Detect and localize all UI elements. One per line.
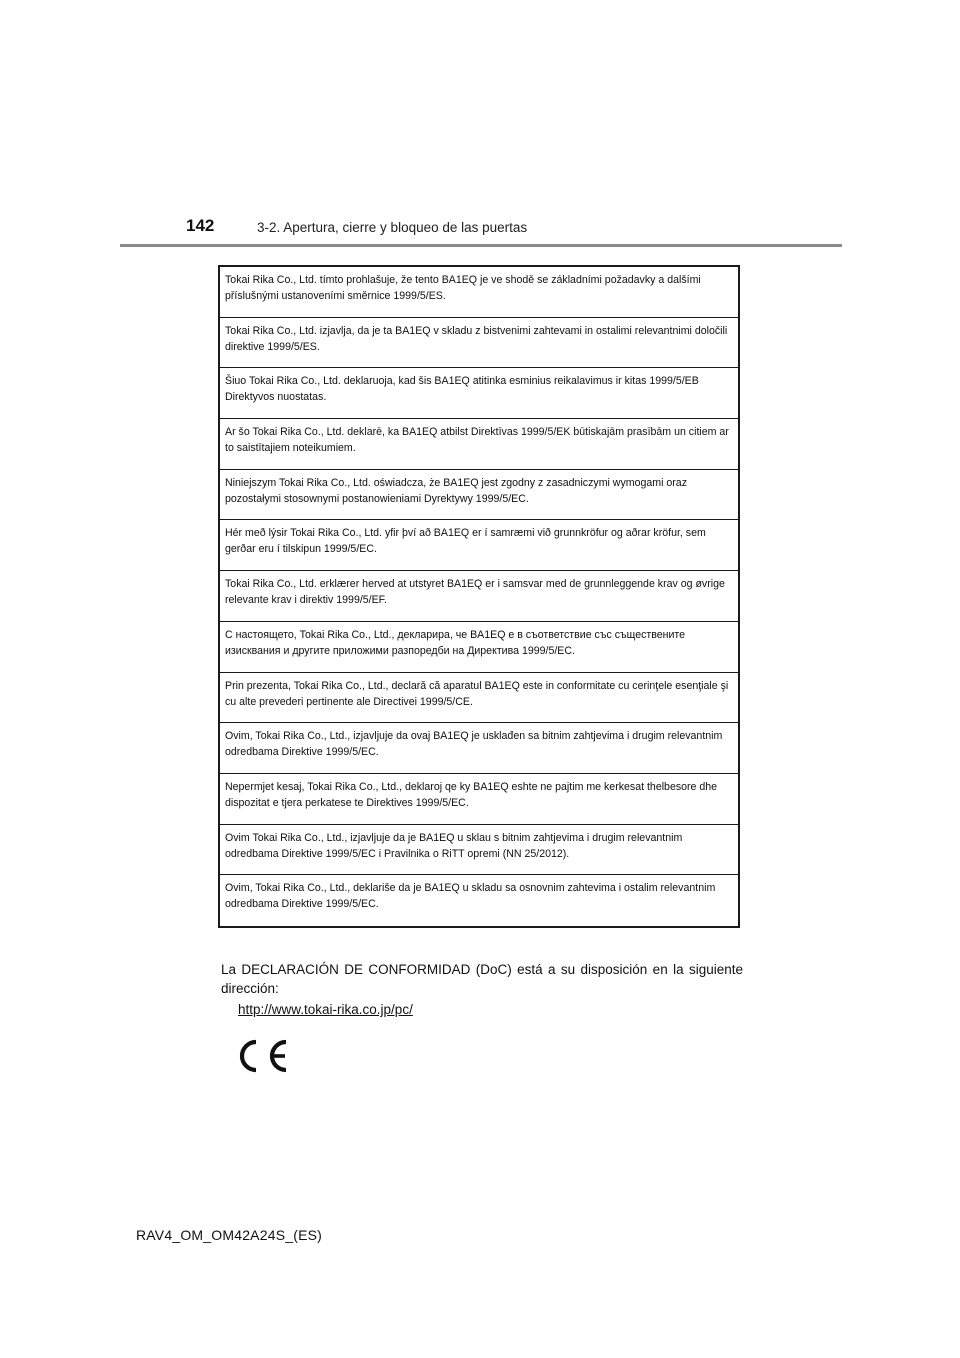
declaration-row-polish: Niniejszym Tokai Rika Co., Ltd. oświadcza, że BA1EQ jest zgodny z zasadniczymi wymogami oraz pozostałymi stosownymi postanowieniami Dyrektywy 1999/5/EC. <box>220 470 738 521</box>
declaration-row-croatian: Ovim Tokai Rika Co., Ltd., izjavljuje da je BA1EQ u sklau s bitnim zahtjevima i drugim relevantnim odredbama Direktive 1999/5/EC i Pravilnika o RiTT opremi (NN 25/2012). <box>220 825 738 876</box>
declaration-row-norwegian: Tokai Rika Co., Ltd. erklærer herved at utstyret BA1EQ er i samsvar med de grunnleggende krav og øvrige relevante krav i direktiv 1999/5/EF. <box>220 571 738 622</box>
declaration-row-slovenian: Tokai Rika Co., Ltd. izjavlja, da je ta BA1EQ v skladu z bistvenimi zahtevami in ostalimi relevantnimi določili direktive 1999/5/ES. <box>220 318 738 369</box>
header-divider <box>120 244 842 247</box>
section-title: 3-2. Apertura, cierre y bloqueo de las puertas <box>257 220 528 235</box>
doc-availability-note: La DECLARACIÓN DE CONFORMIDAD (DoC) está a su disposición en la siguiente dirección: <box>221 962 743 996</box>
declaration-row-icelandic: Hér með lýsir Tokai Rika Co., Ltd. yfir því að BA1EQ er í samræmi við grunnkröfur og aðrar kröfur, sem gerðar eru í tilskipun 1999/5/EC. <box>220 520 738 571</box>
declaration-row-latvian: Ar šo Tokai Rika Co., Ltd. deklarē, ka BA1EQ atbilst Direktīvas 1999/5/EK būtiskajām prasībām un citiem ar to saistītajiem noteikumiem. <box>220 419 738 470</box>
manual-code: RAV4_OM_OM42A24S_(ES) <box>136 1227 323 1243</box>
page-header <box>0 216 960 246</box>
declaration-row-lithuanian: Šiuo Tokai Rika Co., Ltd. deklaruoja, kad šis BA1EQ atitinka esminius reikalavimus ir kitas 1999/5/EB Direktyvos nuostatas. <box>220 368 738 419</box>
ce-mark-icon <box>236 1036 292 1076</box>
page-number: 142 <box>186 216 215 235</box>
declaration-row-bosnian: Ovim, Tokai Rika Co., Ltd., izjavljuje da ovaj BA1EQ je usklađen sa bitnim zahtjevima i drugim relevantnim odredbama Direktive 1999/5/EC. <box>220 723 738 774</box>
declaration-row-romanian: Prin prezenta, Tokai Rika Co., Ltd., declară că aparatul BA1EQ este in conformitate cu cerinţele esenţiale şi cu alte prevederi pertinente ale Directivei 1999/5/CE. <box>220 673 738 724</box>
declaration-row-czech: Tokai Rika Co., Ltd. tímto prohlašuje, že tento BA1EQ je ve shodě se základními požadavky a dalšími příslušnými ustanoveními směrnice 1999/5/ES. <box>220 267 738 318</box>
doc-url-link[interactable]: http://www.tokai-rika.co.jp/pc/ <box>238 1002 413 1017</box>
declaration-table <box>218 265 740 928</box>
declaration-row-serbian: Ovim, Tokai Rika Co., Ltd., deklariše da je BA1EQ u skladu sa osnovnim zahtevima i ostalim relevantnim odredbama Direktive 1999/5/EC. <box>225 882 716 911</box>
declaration-row-bulgarian: С настоящето, Tokai Rika Co., Ltd., декларира, че BA1EQ е в съответствие със съществените изисквания и другите приложими разпоредби на Директива 1999/5/EC. <box>220 622 738 673</box>
declaration-row-albanian: Nepermjet kesaj, Tokai Rika Co., Ltd., deklaroj qe ky BA1EQ eshte ne pajtim me kerkesat thelbesore dhe dispozitat e tjera perkatese te Direktives 1999/5/EC. <box>220 774 738 825</box>
